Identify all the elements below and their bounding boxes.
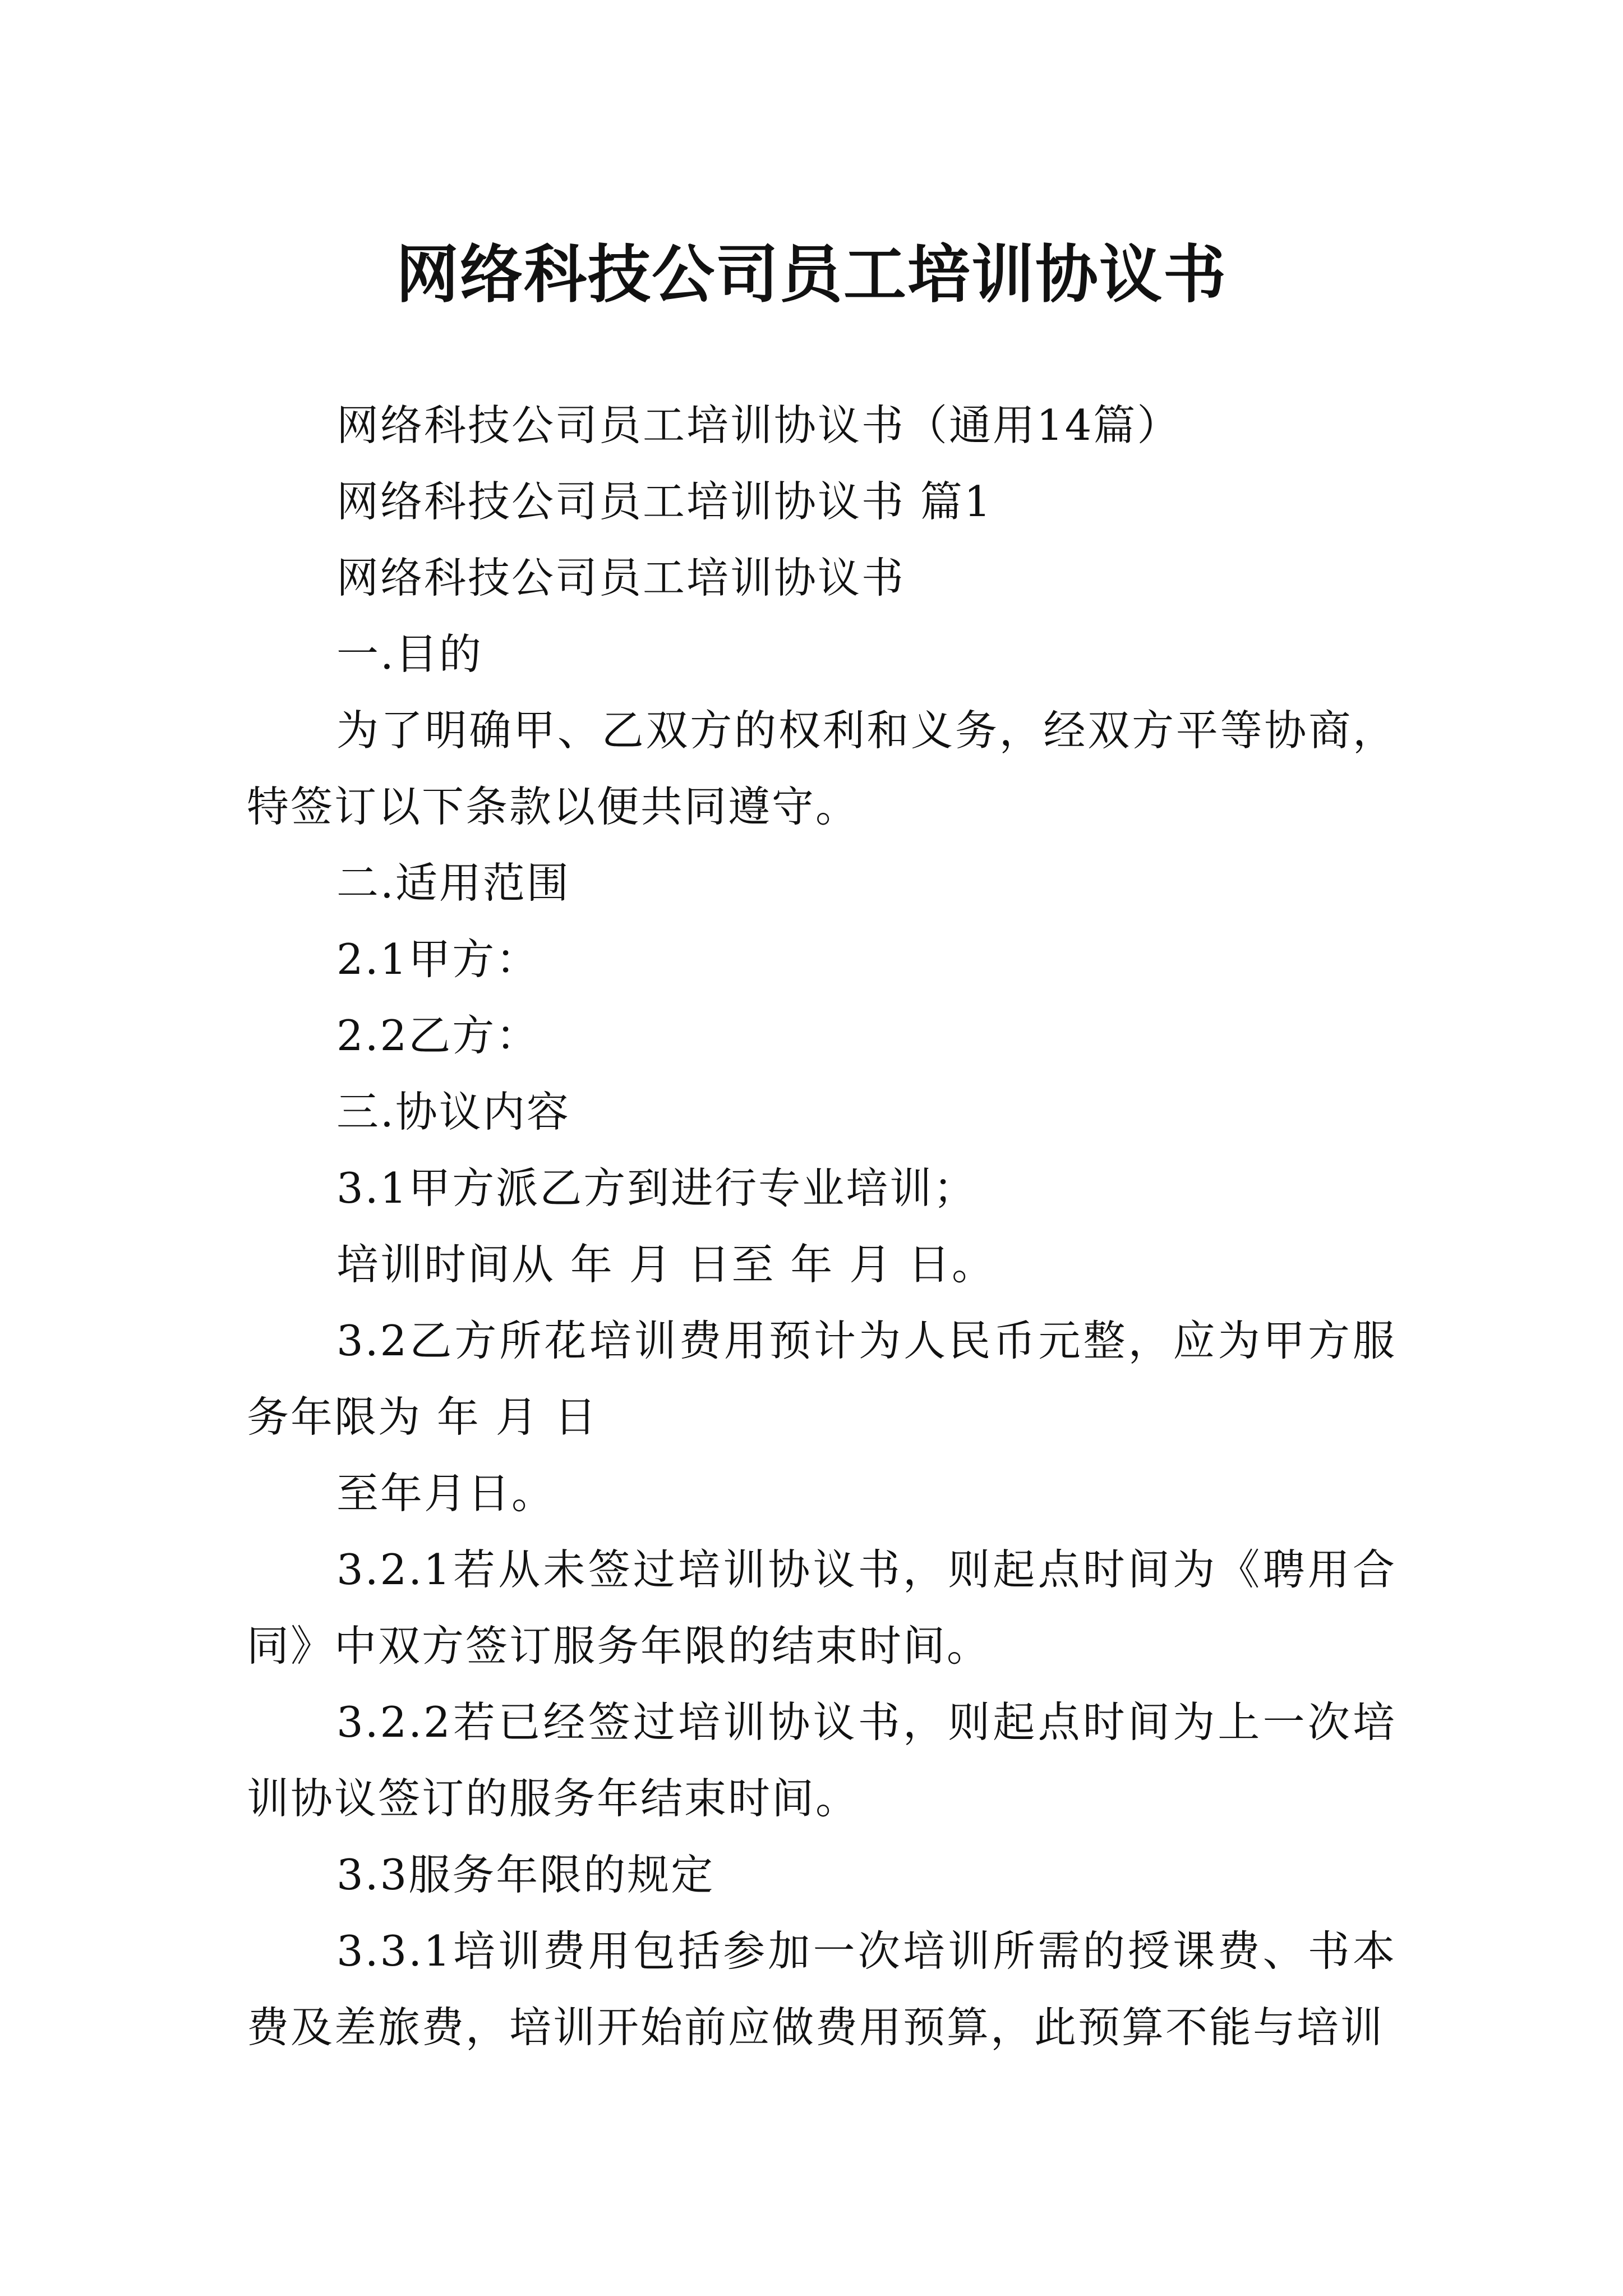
paragraph: 2.2乙方： xyxy=(336,1011,540,1060)
paragraph: 3.3.1培训费用包括参加一次培训所需的授课费、书本费及差旅费，培训开始前应做费用预算，此预算不能与培训 xyxy=(247,1926,1396,2052)
paragraph: 3.3服务年限的规定 xyxy=(336,1850,715,1899)
paragraph: 培训时间从 年 月 日至 年 月 日。 xyxy=(336,1240,996,1289)
section-heading: 一.目的 xyxy=(336,629,483,679)
section-heading: 二.适用范围 xyxy=(336,858,570,908)
document-title: 网络科技公司员工培训协议书 xyxy=(396,238,1227,312)
paragraph: 3.2.2若已经签过培训协议书，则起点时间为上一次培训协议签订的服务年结束时间。 xyxy=(247,1697,1396,1823)
paragraph: 3.2.1若从未签过培训协议书，则起点时间为《聘用合同》中双方签订服务年限的结束时间。 xyxy=(247,1545,1396,1671)
paragraph: 网络科技公司员工培训协议书 xyxy=(336,553,906,602)
paragraph: 2.1甲方： xyxy=(336,935,540,984)
paragraph: 为了明确甲、乙双方的权利和义务，经双方平等协商，特签订以下条款以便共同遵守。 xyxy=(247,706,1396,831)
section-heading: 三.协议内容 xyxy=(336,1087,570,1137)
paragraph: 至年月日。 xyxy=(336,1469,556,1518)
paragraph: 3.1甲方派乙方到进行专业培训； xyxy=(336,1163,978,1213)
document-body xyxy=(247,387,1396,2065)
paragraph: 网络科技公司员工培训协议书 篇1 xyxy=(336,477,993,526)
paragraph: 3.2乙方所花培训费用预计为人民币元整，应为甲方服务年限为 年 月 日 xyxy=(247,1316,1396,1442)
paragraph: 网络科技公司员工培训协议书（通用14篇） xyxy=(336,401,1181,450)
